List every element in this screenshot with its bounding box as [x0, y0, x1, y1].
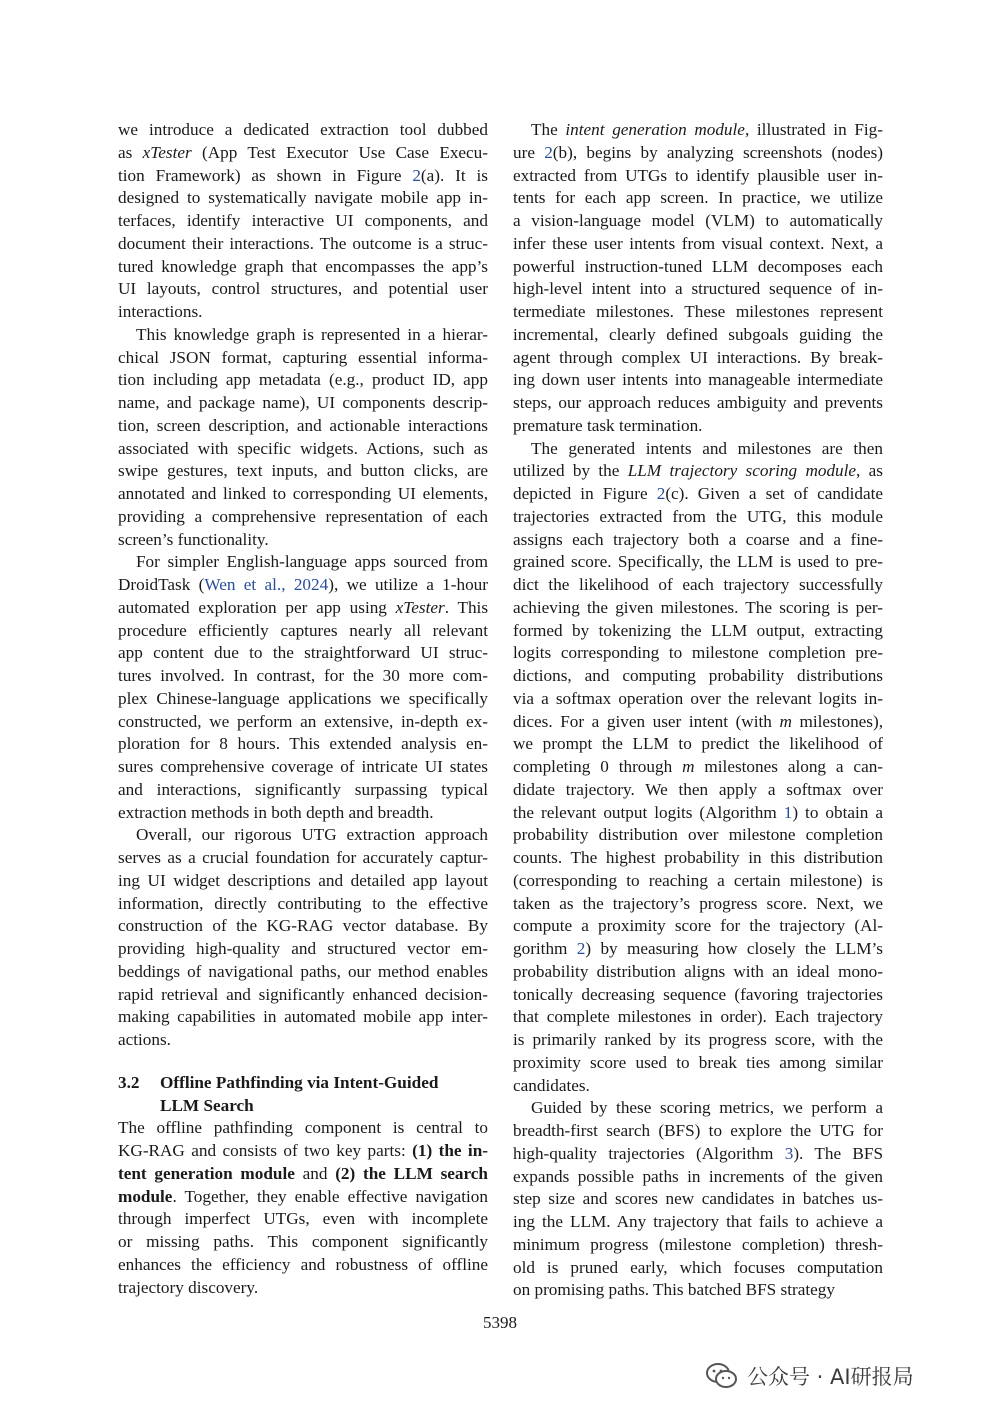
italic-term: xTester — [142, 142, 192, 162]
citation-link[interactable]: 2 — [412, 165, 421, 185]
text-line: constructed, we perform an extensive, in-depth ex- — [118, 711, 488, 731]
text-line: that complete milestones in order). Each trajectory — [513, 1007, 883, 1027]
citation-link[interactable]: 2 — [656, 484, 666, 503]
text-line: high-quality trajectories (Algorithm 3). The BFS — [513, 1143, 884, 1163]
text-line: trajectory discovery. — [118, 1277, 259, 1297]
text-line: step size and scores new candidates in batches us- — [513, 1189, 883, 1209]
text-line: UI layouts, control structures, and potential user — [118, 279, 488, 299]
text-line: The offline pathfinding component is central to — [118, 1118, 488, 1138]
citation-link[interactable]: 3 — [784, 1143, 794, 1163]
text-line: ure 2(b), begins by analyzing screenshots (nodes) — [513, 142, 883, 162]
text-line: associated with specific widgets. Actions, such as — [118, 438, 488, 458]
text-line: extracted from UTGs to identify plausible user in- — [513, 165, 883, 185]
text-line: tent generation module and (2) the LLM search — [118, 1163, 488, 1183]
text-line: construction of the KG-RAG vector database. By — [118, 916, 488, 936]
text-line: name, and package name), UI components descrip- — [118, 393, 488, 412]
wechat-icon — [705, 1359, 739, 1393]
paragraph — [118, 1117, 488, 1299]
text-line: we prompt the LLM to predict the likelihood of — [513, 734, 883, 754]
text-line: tion Framework) as shown in Figure 2(a). It is — [118, 165, 488, 185]
text-line: the relevant output logits (Algorithm 1) to obtain a — [513, 802, 883, 822]
text-line: and interactions, significantly surpassing typical — [118, 779, 488, 799]
text-line: The intent generation module, illustrated in Fig- — [531, 120, 883, 139]
text-line: automated exploration per app using xTester. This — [118, 597, 489, 617]
text-line: enhances the efficiency and robustness of offline — [118, 1254, 488, 1274]
text-line: app content due to the straightforward UI struc- — [118, 643, 488, 663]
text-line: screen’s functionality. — [118, 529, 269, 549]
italic-term: m — [682, 757, 695, 776]
text-line: utilized by the LLM trajectory scoring module, as — [513, 461, 883, 481]
text-line: trajectories extracted from the UTG, this module — [513, 506, 883, 526]
text-line: tures involved. In contrast, for the 30 more com- — [118, 666, 488, 685]
paragraph — [118, 119, 488, 324]
text-line: (corresponding to reaching a certain milestone) is — [513, 870, 883, 890]
text-line: tion, screen description, and actionable interactions — [118, 415, 488, 435]
paragraph — [118, 824, 488, 1052]
text-line: we introduce a dedicated extraction tool dubbed — [118, 120, 488, 139]
text-line: gorithm 2) by measuring how closely the LLM’s — [513, 939, 883, 958]
text-line: compute a proximity score for the trajectory (Al- — [513, 916, 883, 936]
text-line: swipe gestures, text inputs, and button clicks, are — [118, 461, 488, 481]
text-line: powerful instruction-tuned LLM decomposes each — [513, 256, 883, 276]
bold-term: (2) the LLM search — [335, 1163, 488, 1183]
right-column — [513, 119, 883, 1302]
left-column — [118, 119, 488, 1299]
text-line: a vision-language model (VLM) to automatically — [513, 211, 883, 230]
text-line: or missing paths. This component significantly — [118, 1232, 488, 1251]
text-line: breadth-first search (BFS) to explore the UTG for — [513, 1121, 883, 1140]
text-line: providing a comprehensive representation of each — [118, 506, 488, 526]
watermark — [705, 1358, 914, 1394]
section-title-line2: LLM Search — [160, 1095, 254, 1115]
page-number: 5398 — [483, 1313, 517, 1332]
text-line: ing the LLM. Any trajectory that fails to achieve a — [513, 1212, 883, 1231]
text-line: The generated intents and milestones are then — [531, 438, 883, 458]
section-title-line1: Offline Pathfinding via Intent-Guided — [160, 1072, 439, 1092]
text-line: serves as a crucial foundation for accurately captur- — [118, 848, 488, 867]
text-line: dict the likelihood of each trajectory successfully — [513, 575, 883, 594]
paragraph — [513, 438, 883, 1098]
text-line: For simpler English-language apps sourced from — [136, 552, 488, 572]
paragraph — [118, 551, 488, 824]
text-line: through imperfect UTGs, even with incomplete — [118, 1209, 488, 1229]
watermark-text: 公众号 · AI研报局 — [747, 1365, 914, 1389]
text-line: ploration for 8 hours. This extended analysis en- — [118, 734, 488, 754]
text-line: actions. — [118, 1030, 171, 1049]
text-line: tonically decreasing sequence (favoring trajectories — [513, 984, 883, 1004]
citation-link[interactable]: 1 — [783, 802, 793, 822]
italic-term: LLM trajectory scoring module — [627, 461, 857, 481]
text-line: high-level intent into a structured sequence of in- — [513, 279, 883, 299]
text-line: DroidTask (Wen et al., 2024), we utilize a 1-hour — [118, 575, 489, 594]
text-line: module. Together, they enable effective navigation — [118, 1186, 488, 1206]
text-line: depicted in Figure 2(c). Given a set of candidate — [513, 484, 883, 503]
text-line: didate trajectory. We then apply a softmax over — [513, 779, 883, 799]
text-line: interactions. — [118, 302, 203, 321]
text-line: achieving the given milestones. The scoring is per- — [513, 597, 883, 617]
text-line: logits corresponding to milestone completion pre- — [513, 643, 883, 663]
text-line: incremental, clearly defined subgoals guiding the — [513, 324, 883, 344]
text-line: plex Chinese-language applications we specifically — [118, 688, 488, 708]
text-line: information, directly contributing to the effective — [118, 893, 488, 913]
section-heading — [118, 1072, 488, 1118]
text-line: as xTester (App Test Executor Use Case Execu- — [118, 142, 488, 162]
text-line: taken as the trajectory’s progress score. Next, we — [513, 893, 883, 913]
text-line: chical JSON format, capturing essential informa- — [118, 347, 488, 367]
text-line: assigns each trajectory both a coarse and a fine- — [513, 529, 883, 549]
text-line: dices. For a given user intent (with m milestones), — [513, 711, 883, 731]
text-line: terfaces, identify interactive UI components, and — [118, 211, 488, 230]
text-line: Guided by these scoring metrics, we perform a — [531, 1098, 883, 1118]
text-line: proximity score used to break ties among similar — [513, 1052, 883, 1072]
text-line: This knowledge graph is represented in a hierar- — [136, 324, 488, 344]
text-line: KG-RAG and consists of two key parts: (1) the in- — [118, 1141, 488, 1160]
citation-link[interactable]: 2 — [544, 142, 553, 162]
bold-term: tent generation module — [118, 1163, 295, 1183]
text-line: annotated and linked to corresponding UI elements, — [118, 484, 488, 503]
text-line: providing high-quality and structured vector em- — [118, 939, 488, 958]
paragraph — [513, 119, 883, 438]
italic-term: intent generation module — [565, 120, 745, 139]
text-line: ing down user intents into manageable intermediate — [513, 370, 883, 390]
text-line: probability distribution aligns with an ideal mono- — [513, 961, 883, 981]
text-line: via a softmax operation over the relevant logits in- — [513, 688, 883, 708]
text-line: Overall, our rigorous UTG extraction approach — [136, 825, 488, 845]
citation-link[interactable]: 2 — [576, 939, 586, 958]
text-line: completing 0 through m milestones along a can- — [513, 757, 884, 776]
text-line: beddings of navigational paths, our method enables — [118, 961, 488, 981]
text-line: old is pruned early, which focuses computation — [513, 1257, 883, 1277]
text-line: making capabilities in automated mobile app inter- — [118, 1007, 488, 1027]
text-line: tion including app metadata (e.g., product ID, app — [118, 370, 488, 390]
text-line: candidates. — [513, 1075, 590, 1095]
text-line: rapid retrieval and significantly enhanced decision- — [118, 984, 488, 1004]
text-line: grained score. Specifically, the LLM is used to pre- — [513, 552, 883, 572]
section-number: 3.2 — [118, 1072, 140, 1092]
text-line: probability distribution over milestone completion — [513, 825, 883, 845]
text-line: extraction methods in both depth and breadth. — [118, 802, 434, 822]
text-line: document their interactions. The outcome is a struc- — [118, 233, 488, 253]
text-line: expands possible paths in increments of the given — [513, 1166, 883, 1186]
text-line: formed by tokenizing the LLM output, extracting — [513, 620, 883, 640]
paragraph — [513, 1097, 883, 1302]
text-line: counts. The highest probability in this distribution — [513, 848, 883, 867]
italic-term: m — [779, 711, 792, 731]
text-line: tents for each app screen. In practice, we utilize — [513, 188, 883, 208]
text-line: premature task termination. — [513, 415, 703, 435]
text-line: on promising paths. This batched BFS strategy — [513, 1280, 835, 1300]
text-line: infer these user intents from visual context. Next, a — [513, 233, 883, 253]
text-line: agent through complex UI interactions. By break- — [513, 347, 883, 367]
text-line: procedure efficiently captures nearly all relevant — [118, 620, 488, 640]
text-line: steps, our approach reduces ambiguity and prevents — [513, 393, 883, 412]
text-line: is primarily ranked by its progress score, with the — [513, 1030, 883, 1049]
bold-term: (1) the in- — [412, 1141, 488, 1160]
text-line: termediate milestones. These milestones represent — [513, 302, 883, 321]
text-line: ing UI widget descriptions and detailed app layout — [118, 870, 488, 890]
text-line: minimum progress (milestone completion) thresh- — [513, 1234, 883, 1254]
text-line: dictions, and computing probability distributions — [513, 666, 883, 685]
text-line: designed to systematically navigate mobile app in- — [118, 188, 488, 208]
text-line: sures comprehensive coverage of intricate UI states — [118, 757, 488, 776]
citation-link[interactable]: Wen et al., 2024 — [204, 575, 329, 594]
text-line: tured knowledge graph that encompasses the app’s — [118, 256, 488, 276]
paragraph — [118, 324, 488, 552]
bold-term: module — [118, 1186, 173, 1206]
italic-term: xTester — [395, 597, 445, 617]
